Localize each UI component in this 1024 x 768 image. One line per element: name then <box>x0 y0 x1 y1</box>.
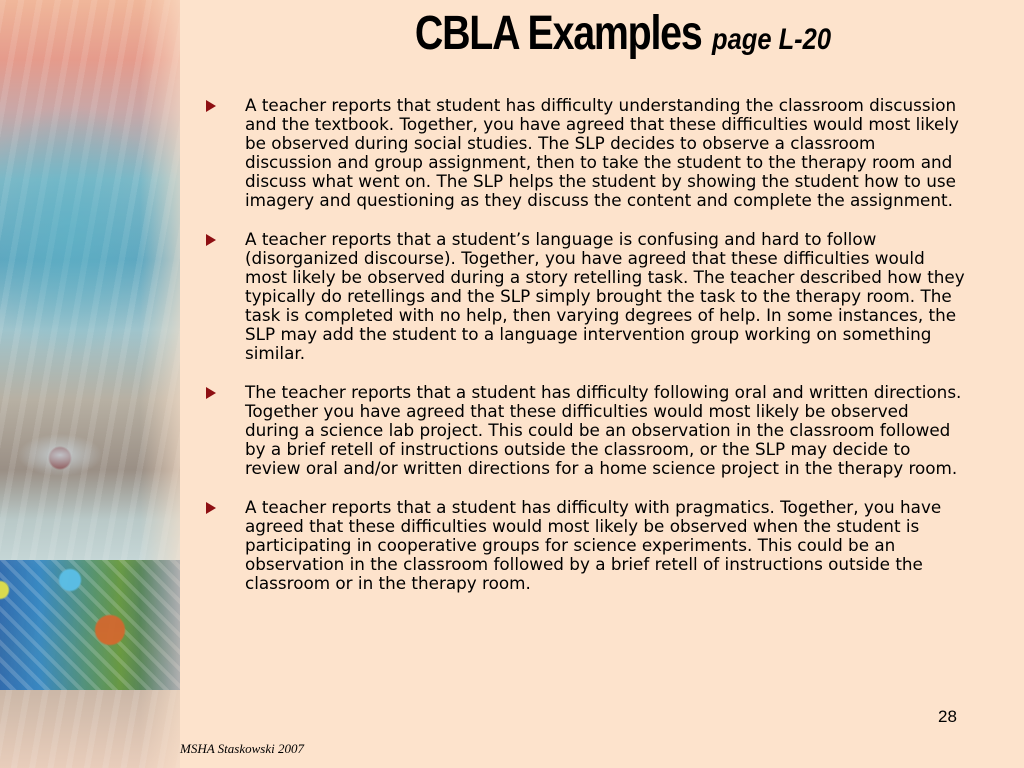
decorative-image-panel <box>0 0 180 768</box>
bullet-text: A teacher reports that student has difficulty understanding the classroom discussion and the textbook. Together, you have agreed that these difficulties would most likely be observed during social studies. The SLP decides to observe a classroom discussion and group assignment, then to take the student to the therapy room and discuss what went on. The SLP helps the student by showing the student how to use imagery and questioning as they discuss the content and complete the assignment. <box>245 95 959 210</box>
triangle-bullet-icon <box>206 387 216 399</box>
slide-title: CBLA Examples <box>414 7 702 60</box>
triangle-bullet-icon <box>206 100 216 112</box>
triangle-bullet-icon <box>206 502 216 514</box>
slide-number: 28 <box>938 707 957 726</box>
bullet-text: The teacher reports that a student has difficulty following oral and written directions. Together you have agreed that these difficulties would most likely be observed during a science lab project. This could be an observation in the classroom followed by a brief retell of instructions outside the classroom, or the SLP may decide to review oral and/or written directions for a home science project in the therapy room. <box>245 382 962 478</box>
bullet-item <box>206 230 966 363</box>
bullet-text: A teacher reports that a student’s language is confusing and hard to follow (disorganized discourse). Together, you have agreed that these difficulties would most likely be observed during a story retelling task. The teacher described how they typically do retellings and the SLP simply brought the task to the therapy room. The task is completed with no help, then varying degrees of help. In some instances, the SLP may add the student to a language intervention group working on something similar. <box>245 229 965 363</box>
triangle-bullet-icon <box>206 234 216 246</box>
slide-subtitle: page L-20 <box>711 23 831 56</box>
slide-title-block <box>180 6 1024 61</box>
bullet-item <box>206 498 966 593</box>
bullet-item <box>206 383 966 478</box>
bullet-item <box>206 96 966 210</box>
bullet-list <box>206 96 966 613</box>
panel-edge-fade <box>140 0 180 768</box>
footer-credit: MSHA Staskowski 2007 <box>180 741 304 756</box>
bullet-text: A teacher reports that a student has difficulty with pragmatics. Together, you have agreed that these difficulties would most likely be observed when the student is participating in cooperative groups for science experiments. This could be an observation in the classroom followed by a brief retell of instructions outside the classroom or in the therapy room. <box>245 497 942 593</box>
